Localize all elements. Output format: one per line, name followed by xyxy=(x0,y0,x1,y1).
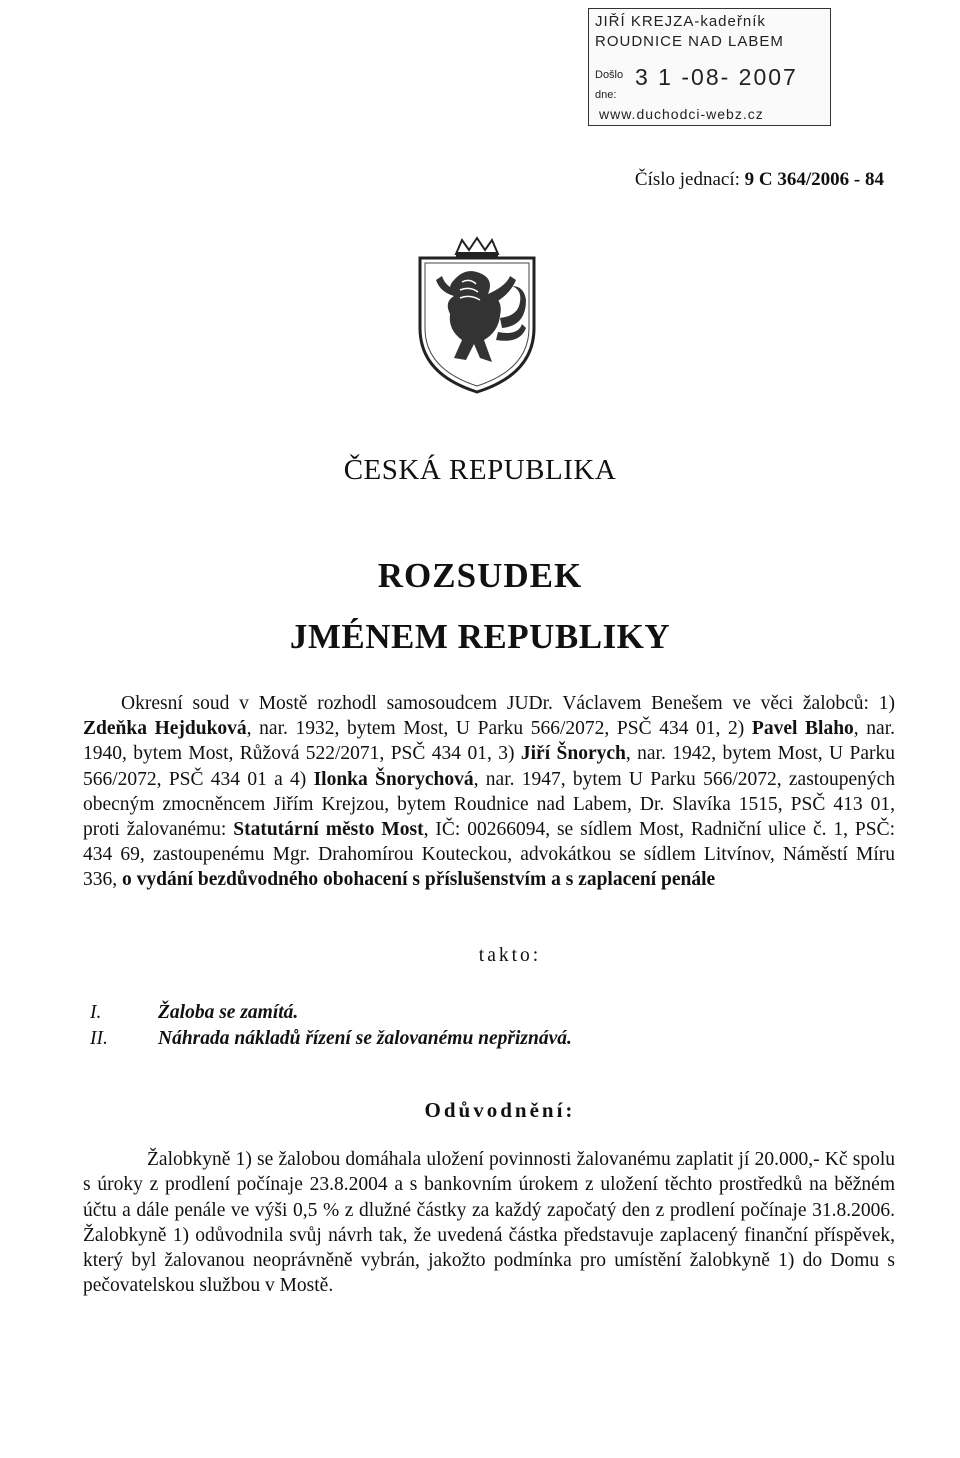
case-subject: o vydání bezdůvodného obohacení s příslušenstvím a s zaplacení penále xyxy=(122,869,716,891)
party-name: Pavel Blaho xyxy=(751,718,854,740)
stamp-label-day: dne: xyxy=(595,89,617,101)
case-number xyxy=(635,169,884,191)
intro-text: , nar. 1942, bytem Most, U Parku 566/2072, PSČ 434 01 a 4) xyxy=(83,743,896,790)
takto-heading: takto: xyxy=(478,945,542,966)
party-name: Zdeňka Hejduková xyxy=(83,718,247,740)
stamp-web: www.duchodci-webz.cz xyxy=(599,106,764,122)
verdict-number: I. xyxy=(90,1002,102,1023)
intro-text: , nar. 1932, bytem Most, U Parku 566/2072, PSČ 434 01, 2) xyxy=(246,718,752,740)
case-number-value: 9 C 364/2006 - 84 xyxy=(744,169,884,190)
intro-paragraph xyxy=(83,691,895,893)
coat-of-arms-icon xyxy=(414,236,540,396)
reasoning-section xyxy=(83,1147,895,1299)
intro-text: , nar. 1940, bytem Most, Růžová 522/2071, PSČ 434 01, 3) xyxy=(83,718,895,765)
intro-text: , IČ: 00266094, se sídlem Most, Radniční ulice č. 1, PSČ: 434 69, zastoupenému Mgr. Drahomírou Kouteckou, advokátkou se sídlem Litvínov, Náměstí Míru 336, xyxy=(83,819,896,891)
reasoning-heading: Odůvodnění: xyxy=(424,1098,576,1122)
stamp-label-received: Došlo xyxy=(595,69,624,81)
party-name: Jiří Šnorych xyxy=(520,743,626,765)
stamp-date: 3 1 -08- 2007 xyxy=(635,64,798,90)
defendant-name: Statutární město Most xyxy=(233,819,424,841)
stamp-line-2: ROUDNICE NAD LABEM xyxy=(595,33,784,50)
intro-text: , nar. 1947, bytem U Parku 566/2072, zastoupených obecným zmocněncem Jiřím Krejzou, bytem Roudnice nad Labem, Dr. Slavíka 1515, PSČ 413 01, proti žalovanému: xyxy=(83,768,896,841)
country-name: ČESKÁ REPUBLIKA xyxy=(343,454,617,486)
reasoning-paragraph: Žalobkyně 1) se žalobou domáhala uložení povinnosti žalovanému zaplatit jí 20.000,- Kč spolu s úroky z prodlení počínaje 23.8.2004 a s bankovním úrokem z uložení těchto prostředků na běžném účtu a dále penále ve výši 0,5 % z dlužné částky za každý započatý den z prodlení počínaje 31.8.2006. Žalobkyně 1) odůvodnila svůj návrh tak, že uvedená částka představuje zaplacený finanční příspěvek, který byl žalovanou neoprávněně vybrán, jakožto podmínka pro umístění žalobkyně 1) do Domu s pečovatelskou službou v Mostě. xyxy=(83,1149,895,1297)
verdict-text: Náhrada nákladů řízení se žalovanému nepřiznává. xyxy=(158,1028,572,1049)
document-subtitle: JMÉNEM REPUBLIKY xyxy=(289,617,671,656)
received-stamp xyxy=(588,8,831,126)
case-number-label: Číslo jednací: xyxy=(634,169,740,190)
verdict-number: II. xyxy=(90,1028,108,1049)
intro-text: Okresní soud v Mostě rozhodl samosoudcem JUDr. Václavem Benešem ve věci žalobců: 1) xyxy=(121,693,895,714)
verdict-text: Žaloba se zamítá. xyxy=(158,1002,299,1023)
party-name: Ilonka Šnorychová xyxy=(313,768,474,790)
document-title: ROZSUDEK xyxy=(377,556,583,595)
stamp-line-1: JIŘÍ KREJZA-kadeřník xyxy=(595,13,766,30)
